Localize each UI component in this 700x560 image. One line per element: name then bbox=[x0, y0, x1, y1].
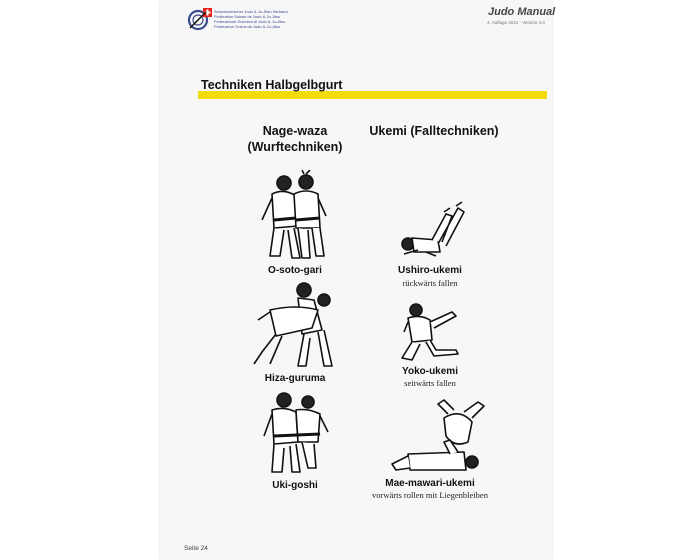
technique-name: Yoko-ukemi bbox=[402, 366, 458, 377]
section-accent-bar bbox=[198, 91, 547, 99]
logo-line: Federaziun Svizra da Judo & Ju-Jitsu bbox=[214, 24, 281, 29]
swiss-judo-logo-icon bbox=[186, 6, 214, 32]
page-number: Seite 24 bbox=[184, 545, 208, 552]
nage-waza-heading bbox=[240, 123, 350, 155]
judoka-hip-throw-icon bbox=[262, 388, 330, 476]
technique-name: Ushiro-ukemi bbox=[398, 265, 462, 276]
technique-name: O-soto-gari bbox=[268, 265, 322, 276]
side-fall-icon bbox=[398, 300, 464, 362]
technique-description: seitwärts fallen bbox=[404, 378, 456, 388]
section-title: Techniken Halbgelbgurt bbox=[201, 78, 343, 92]
logo-line: Federazione Svizzera di Judo & Ju-Jitsu bbox=[214, 19, 286, 24]
manual-edition: 4. Auflage 2021 · Version 4.0 bbox=[487, 20, 545, 25]
manual-title: Judo Manual bbox=[488, 6, 556, 18]
technique-name: Mae-mawari-ukemi bbox=[385, 478, 475, 489]
ukemi-heading: Ukemi (Falltechniken) bbox=[369, 124, 499, 138]
heading-line: Nage-waza bbox=[262, 124, 328, 138]
technique-name: Uki-goshi bbox=[272, 480, 318, 491]
logo-line: Schweizerischer Judo & Ju-Jitsu Verband bbox=[214, 9, 288, 14]
judoka-knee-wheel-throw-icon bbox=[248, 280, 340, 368]
technique-name: Hiza-guruma bbox=[264, 373, 326, 384]
federation-names bbox=[214, 9, 294, 29]
forward-roll-icon bbox=[388, 398, 500, 476]
back-fall-icon bbox=[396, 198, 468, 258]
heading-line: (Wurftechniken) bbox=[247, 140, 343, 154]
two-judoka-standing-grip-icon bbox=[258, 170, 330, 262]
logo-line: Fédération Suisse de Judo & Ju-Jitsu bbox=[214, 14, 281, 19]
technique-description: rückwärts fallen bbox=[402, 278, 458, 288]
technique-description: vorwärts rollen mit Liegenbleiben bbox=[372, 490, 488, 500]
